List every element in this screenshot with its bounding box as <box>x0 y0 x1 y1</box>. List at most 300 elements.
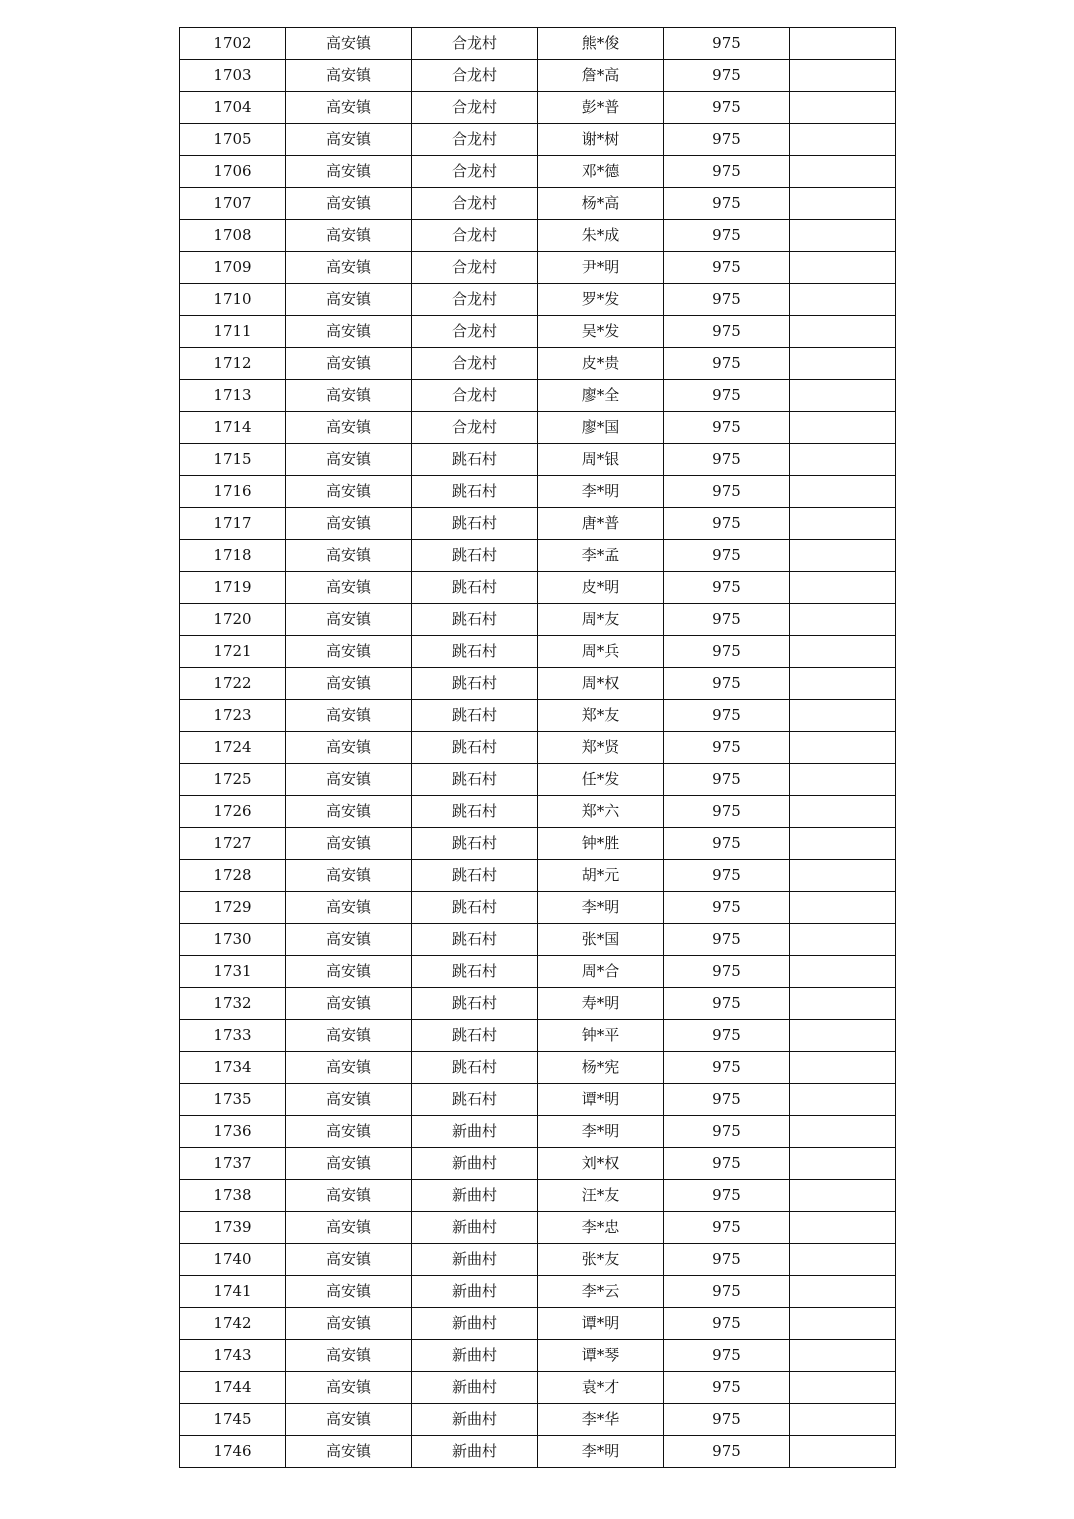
cell-person-name: 李*忠 <box>538 1212 664 1244</box>
cell-town: 高安镇 <box>286 540 412 572</box>
cell-serial-number: 1726 <box>180 796 286 828</box>
table-row <box>180 956 896 988</box>
cell-town: 高安镇 <box>286 476 412 508</box>
cell-note <box>790 412 896 444</box>
cell-village: 合龙村 <box>412 412 538 444</box>
cell-note <box>790 828 896 860</box>
cell-village: 合龙村 <box>412 124 538 156</box>
cell-note <box>790 1084 896 1116</box>
cell-amount: 975 <box>664 124 790 156</box>
cell-amount: 975 <box>664 476 790 508</box>
cell-person-name: 李*明 <box>538 1436 664 1468</box>
cell-serial-number: 1717 <box>180 508 286 540</box>
cell-person-name: 张*友 <box>538 1244 664 1276</box>
cell-village: 跳石村 <box>412 924 538 956</box>
cell-village: 跳石村 <box>412 636 538 668</box>
cell-note <box>790 316 896 348</box>
cell-town: 高安镇 <box>286 124 412 156</box>
cell-serial-number: 1744 <box>180 1372 286 1404</box>
cell-amount: 975 <box>664 572 790 604</box>
cell-village: 合龙村 <box>412 284 538 316</box>
cell-person-name: 周*合 <box>538 956 664 988</box>
cell-person-name: 廖*国 <box>538 412 664 444</box>
table-row <box>180 1372 896 1404</box>
cell-village: 新曲村 <box>412 1148 538 1180</box>
cell-amount: 975 <box>664 828 790 860</box>
table-row <box>180 988 896 1020</box>
cell-serial-number: 1742 <box>180 1308 286 1340</box>
table-row <box>180 764 896 796</box>
cell-village: 跳石村 <box>412 604 538 636</box>
cell-serial-number: 1710 <box>180 284 286 316</box>
cell-amount: 975 <box>664 956 790 988</box>
cell-note <box>790 1340 896 1372</box>
cell-amount: 975 <box>664 284 790 316</box>
cell-note <box>790 508 896 540</box>
cell-note <box>790 1052 896 1084</box>
table-row <box>180 1276 896 1308</box>
cell-village: 新曲村 <box>412 1212 538 1244</box>
cell-person-name: 皮*明 <box>538 572 664 604</box>
table-row <box>180 412 896 444</box>
cell-town: 高安镇 <box>286 1308 412 1340</box>
cell-amount: 975 <box>664 668 790 700</box>
cell-serial-number: 1740 <box>180 1244 286 1276</box>
cell-village: 跳石村 <box>412 1052 538 1084</box>
cell-town: 高安镇 <box>286 316 412 348</box>
table-row <box>180 1212 896 1244</box>
cell-person-name: 朱*成 <box>538 220 664 252</box>
cell-amount: 975 <box>664 1436 790 1468</box>
cell-village: 跳石村 <box>412 828 538 860</box>
cell-serial-number: 1731 <box>180 956 286 988</box>
cell-note <box>790 380 896 412</box>
cell-village: 合龙村 <box>412 220 538 252</box>
cell-amount: 975 <box>664 860 790 892</box>
cell-serial-number: 1715 <box>180 444 286 476</box>
cell-town: 高安镇 <box>286 828 412 860</box>
table-row <box>180 860 896 892</box>
cell-note <box>790 636 896 668</box>
cell-serial-number: 1705 <box>180 124 286 156</box>
cell-village: 跳石村 <box>412 956 538 988</box>
cell-person-name: 廖*全 <box>538 380 664 412</box>
cell-amount: 975 <box>664 188 790 220</box>
cell-town: 高安镇 <box>286 1116 412 1148</box>
cell-serial-number: 1718 <box>180 540 286 572</box>
cell-amount: 975 <box>664 380 790 412</box>
cell-town: 高安镇 <box>286 1372 412 1404</box>
cell-serial-number: 1741 <box>180 1276 286 1308</box>
cell-note <box>790 1180 896 1212</box>
roster-table <box>179 27 896 1468</box>
cell-person-name: 谭*明 <box>538 1084 664 1116</box>
cell-town: 高安镇 <box>286 1148 412 1180</box>
cell-note <box>790 60 896 92</box>
cell-serial-number: 1707 <box>180 188 286 220</box>
table-row <box>180 220 896 252</box>
table-row <box>180 252 896 284</box>
cell-person-name: 唐*普 <box>538 508 664 540</box>
cell-person-name: 谭*琴 <box>538 1340 664 1372</box>
cell-village: 新曲村 <box>412 1308 538 1340</box>
cell-person-name: 郑*六 <box>538 796 664 828</box>
cell-village: 跳石村 <box>412 860 538 892</box>
cell-village: 跳石村 <box>412 444 538 476</box>
cell-village: 新曲村 <box>412 1276 538 1308</box>
cell-village: 合龙村 <box>412 156 538 188</box>
cell-town: 高安镇 <box>286 892 412 924</box>
table-row <box>180 156 896 188</box>
cell-person-name: 尹*明 <box>538 252 664 284</box>
table-row <box>180 1020 896 1052</box>
cell-serial-number: 1735 <box>180 1084 286 1116</box>
cell-note <box>790 668 896 700</box>
cell-village: 跳石村 <box>412 1084 538 1116</box>
cell-note <box>790 764 896 796</box>
cell-village: 跳石村 <box>412 796 538 828</box>
cell-serial-number: 1733 <box>180 1020 286 1052</box>
cell-village: 跳石村 <box>412 572 538 604</box>
table-row <box>180 380 896 412</box>
cell-village: 合龙村 <box>412 348 538 380</box>
cell-person-name: 杨*宪 <box>538 1052 664 1084</box>
cell-person-name: 郑*贤 <box>538 732 664 764</box>
cell-town: 高安镇 <box>286 860 412 892</box>
cell-amount: 975 <box>664 1180 790 1212</box>
cell-person-name: 李*华 <box>538 1404 664 1436</box>
cell-village: 跳石村 <box>412 700 538 732</box>
cell-town: 高安镇 <box>286 988 412 1020</box>
cell-serial-number: 1702 <box>180 28 286 60</box>
cell-town: 高安镇 <box>286 700 412 732</box>
cell-village: 跳石村 <box>412 668 538 700</box>
cell-town: 高安镇 <box>286 1436 412 1468</box>
cell-note <box>790 1148 896 1180</box>
cell-person-name: 杨*高 <box>538 188 664 220</box>
cell-note <box>790 572 896 604</box>
cell-town: 高安镇 <box>286 732 412 764</box>
cell-village: 跳石村 <box>412 732 538 764</box>
cell-note <box>790 1020 896 1052</box>
cell-amount: 975 <box>664 348 790 380</box>
cell-person-name: 邓*德 <box>538 156 664 188</box>
roster-table-body <box>180 28 896 1468</box>
cell-village: 新曲村 <box>412 1404 538 1436</box>
cell-person-name: 李*云 <box>538 1276 664 1308</box>
cell-person-name: 周*友 <box>538 604 664 636</box>
cell-town: 高安镇 <box>286 92 412 124</box>
cell-village: 跳石村 <box>412 508 538 540</box>
cell-village: 合龙村 <box>412 316 538 348</box>
cell-person-name: 刘*权 <box>538 1148 664 1180</box>
cell-serial-number: 1732 <box>180 988 286 1020</box>
cell-amount: 975 <box>664 444 790 476</box>
cell-amount: 975 <box>664 92 790 124</box>
cell-amount: 975 <box>664 732 790 764</box>
table-row <box>180 700 896 732</box>
cell-village: 合龙村 <box>412 92 538 124</box>
cell-village: 合龙村 <box>412 28 538 60</box>
cell-note <box>790 220 896 252</box>
cell-note <box>790 540 896 572</box>
cell-town: 高安镇 <box>286 444 412 476</box>
table-row <box>180 796 896 828</box>
cell-amount: 975 <box>664 1372 790 1404</box>
cell-amount: 975 <box>664 892 790 924</box>
cell-village: 跳石村 <box>412 764 538 796</box>
cell-town: 高安镇 <box>286 284 412 316</box>
cell-person-name: 詹*高 <box>538 60 664 92</box>
table-row <box>180 1404 896 1436</box>
cell-amount: 975 <box>664 1084 790 1116</box>
cell-town: 高安镇 <box>286 1276 412 1308</box>
table-row <box>180 572 896 604</box>
cell-village: 跳石村 <box>412 476 538 508</box>
table-row <box>180 1436 896 1468</box>
cell-town: 高安镇 <box>286 764 412 796</box>
cell-serial-number: 1716 <box>180 476 286 508</box>
table-row <box>180 476 896 508</box>
cell-village: 新曲村 <box>412 1436 538 1468</box>
cell-person-name: 张*国 <box>538 924 664 956</box>
cell-person-name: 钟*胜 <box>538 828 664 860</box>
table-row <box>180 892 896 924</box>
cell-note <box>790 732 896 764</box>
cell-note <box>790 892 896 924</box>
table-row <box>180 1180 896 1212</box>
cell-serial-number: 1709 <box>180 252 286 284</box>
cell-serial-number: 1736 <box>180 1116 286 1148</box>
cell-person-name: 袁*才 <box>538 1372 664 1404</box>
cell-village: 新曲村 <box>412 1372 538 1404</box>
cell-town: 高安镇 <box>286 956 412 988</box>
cell-serial-number: 1729 <box>180 892 286 924</box>
cell-amount: 975 <box>664 988 790 1020</box>
cell-serial-number: 1728 <box>180 860 286 892</box>
cell-note <box>790 188 896 220</box>
cell-amount: 975 <box>664 700 790 732</box>
cell-note <box>790 860 896 892</box>
cell-serial-number: 1745 <box>180 1404 286 1436</box>
cell-town: 高安镇 <box>286 1084 412 1116</box>
cell-person-name: 钟*平 <box>538 1020 664 1052</box>
cell-serial-number: 1723 <box>180 700 286 732</box>
cell-note <box>790 988 896 1020</box>
cell-note <box>790 476 896 508</box>
cell-person-name: 彭*普 <box>538 92 664 124</box>
cell-town: 高安镇 <box>286 1340 412 1372</box>
cell-note <box>790 252 896 284</box>
cell-serial-number: 1725 <box>180 764 286 796</box>
cell-amount: 975 <box>664 1020 790 1052</box>
cell-serial-number: 1724 <box>180 732 286 764</box>
cell-person-name: 李*明 <box>538 892 664 924</box>
table-row <box>180 1052 896 1084</box>
cell-serial-number: 1727 <box>180 828 286 860</box>
cell-note <box>790 1308 896 1340</box>
cell-village: 新曲村 <box>412 1340 538 1372</box>
cell-town: 高安镇 <box>286 156 412 188</box>
cell-amount: 975 <box>664 28 790 60</box>
table-row <box>180 60 896 92</box>
cell-note <box>790 92 896 124</box>
cell-person-name: 周*兵 <box>538 636 664 668</box>
cell-serial-number: 1722 <box>180 668 286 700</box>
cell-town: 高安镇 <box>286 188 412 220</box>
cell-town: 高安镇 <box>286 1212 412 1244</box>
table-row <box>180 1244 896 1276</box>
cell-person-name: 吴*发 <box>538 316 664 348</box>
cell-person-name: 皮*贵 <box>538 348 664 380</box>
cell-note <box>790 348 896 380</box>
cell-serial-number: 1711 <box>180 316 286 348</box>
cell-person-name: 谭*明 <box>538 1308 664 1340</box>
cell-serial-number: 1734 <box>180 1052 286 1084</box>
cell-serial-number: 1737 <box>180 1148 286 1180</box>
cell-amount: 975 <box>664 924 790 956</box>
cell-serial-number: 1706 <box>180 156 286 188</box>
table-row <box>180 508 896 540</box>
cell-serial-number: 1720 <box>180 604 286 636</box>
cell-person-name: 周*权 <box>538 668 664 700</box>
cell-person-name: 熊*俊 <box>538 28 664 60</box>
cell-town: 高安镇 <box>286 1180 412 1212</box>
cell-amount: 975 <box>664 1212 790 1244</box>
cell-note <box>790 1436 896 1468</box>
table-row <box>180 540 896 572</box>
cell-town: 高安镇 <box>286 412 412 444</box>
cell-serial-number: 1743 <box>180 1340 286 1372</box>
cell-person-name: 罗*发 <box>538 284 664 316</box>
cell-village: 合龙村 <box>412 380 538 412</box>
cell-serial-number: 1703 <box>180 60 286 92</box>
cell-town: 高安镇 <box>286 796 412 828</box>
cell-town: 高安镇 <box>286 668 412 700</box>
cell-amount: 975 <box>664 156 790 188</box>
cell-amount: 975 <box>664 604 790 636</box>
cell-serial-number: 1721 <box>180 636 286 668</box>
cell-town: 高安镇 <box>286 604 412 636</box>
cell-person-name: 寿*明 <box>538 988 664 1020</box>
cell-town: 高安镇 <box>286 252 412 284</box>
cell-note <box>790 1404 896 1436</box>
table-row <box>180 284 896 316</box>
cell-person-name: 谢*树 <box>538 124 664 156</box>
cell-town: 高安镇 <box>286 60 412 92</box>
cell-note <box>790 1244 896 1276</box>
cell-person-name: 汪*友 <box>538 1180 664 1212</box>
table-row <box>180 1340 896 1372</box>
cell-note <box>790 156 896 188</box>
cell-amount: 975 <box>664 316 790 348</box>
cell-note <box>790 604 896 636</box>
cell-amount: 975 <box>664 1148 790 1180</box>
table-row <box>180 316 896 348</box>
cell-serial-number: 1730 <box>180 924 286 956</box>
cell-town: 高安镇 <box>286 28 412 60</box>
cell-village: 新曲村 <box>412 1116 538 1148</box>
cell-person-name: 郑*友 <box>538 700 664 732</box>
table-row <box>180 188 896 220</box>
cell-amount: 975 <box>664 796 790 828</box>
cell-town: 高安镇 <box>286 636 412 668</box>
cell-town: 高安镇 <box>286 348 412 380</box>
cell-amount: 975 <box>664 220 790 252</box>
table-row <box>180 668 896 700</box>
cell-person-name: 任*发 <box>538 764 664 796</box>
cell-note <box>790 28 896 60</box>
cell-note <box>790 700 896 732</box>
cell-note <box>790 1116 896 1148</box>
cell-village: 跳石村 <box>412 540 538 572</box>
cell-serial-number: 1739 <box>180 1212 286 1244</box>
cell-town: 高安镇 <box>286 1052 412 1084</box>
table-row <box>180 1148 896 1180</box>
cell-village: 新曲村 <box>412 1244 538 1276</box>
cell-amount: 975 <box>664 1308 790 1340</box>
cell-serial-number: 1704 <box>180 92 286 124</box>
cell-amount: 975 <box>664 1052 790 1084</box>
table-row <box>180 1084 896 1116</box>
cell-serial-number: 1712 <box>180 348 286 380</box>
table-row <box>180 636 896 668</box>
cell-note <box>790 1372 896 1404</box>
cell-amount: 975 <box>664 508 790 540</box>
table-row <box>180 124 896 156</box>
cell-amount: 975 <box>664 636 790 668</box>
cell-village: 合龙村 <box>412 60 538 92</box>
cell-town: 高安镇 <box>286 924 412 956</box>
table-row <box>180 1116 896 1148</box>
cell-town: 高安镇 <box>286 220 412 252</box>
cell-person-name: 周*银 <box>538 444 664 476</box>
table-row <box>180 828 896 860</box>
cell-person-name: 李*明 <box>538 476 664 508</box>
cell-serial-number: 1719 <box>180 572 286 604</box>
cell-town: 高安镇 <box>286 572 412 604</box>
cell-amount: 975 <box>664 1340 790 1372</box>
cell-serial-number: 1746 <box>180 1436 286 1468</box>
cell-amount: 975 <box>664 540 790 572</box>
cell-note <box>790 284 896 316</box>
table-row <box>180 732 896 764</box>
cell-village: 合龙村 <box>412 252 538 284</box>
cell-village: 跳石村 <box>412 1020 538 1052</box>
cell-town: 高安镇 <box>286 508 412 540</box>
cell-town: 高安镇 <box>286 1244 412 1276</box>
cell-village: 跳石村 <box>412 892 538 924</box>
cell-serial-number: 1708 <box>180 220 286 252</box>
table-row <box>180 348 896 380</box>
cell-note <box>790 924 896 956</box>
cell-town: 高安镇 <box>286 1404 412 1436</box>
cell-village: 合龙村 <box>412 188 538 220</box>
cell-note <box>790 1212 896 1244</box>
cell-note <box>790 956 896 988</box>
cell-note <box>790 1276 896 1308</box>
cell-town: 高安镇 <box>286 1020 412 1052</box>
table-row <box>180 924 896 956</box>
cell-amount: 975 <box>664 1244 790 1276</box>
cell-town: 高安镇 <box>286 380 412 412</box>
table-row <box>180 604 896 636</box>
cell-amount: 975 <box>664 764 790 796</box>
cell-amount: 975 <box>664 252 790 284</box>
cell-amount: 975 <box>664 1404 790 1436</box>
table-row <box>180 28 896 60</box>
cell-village: 新曲村 <box>412 1180 538 1212</box>
